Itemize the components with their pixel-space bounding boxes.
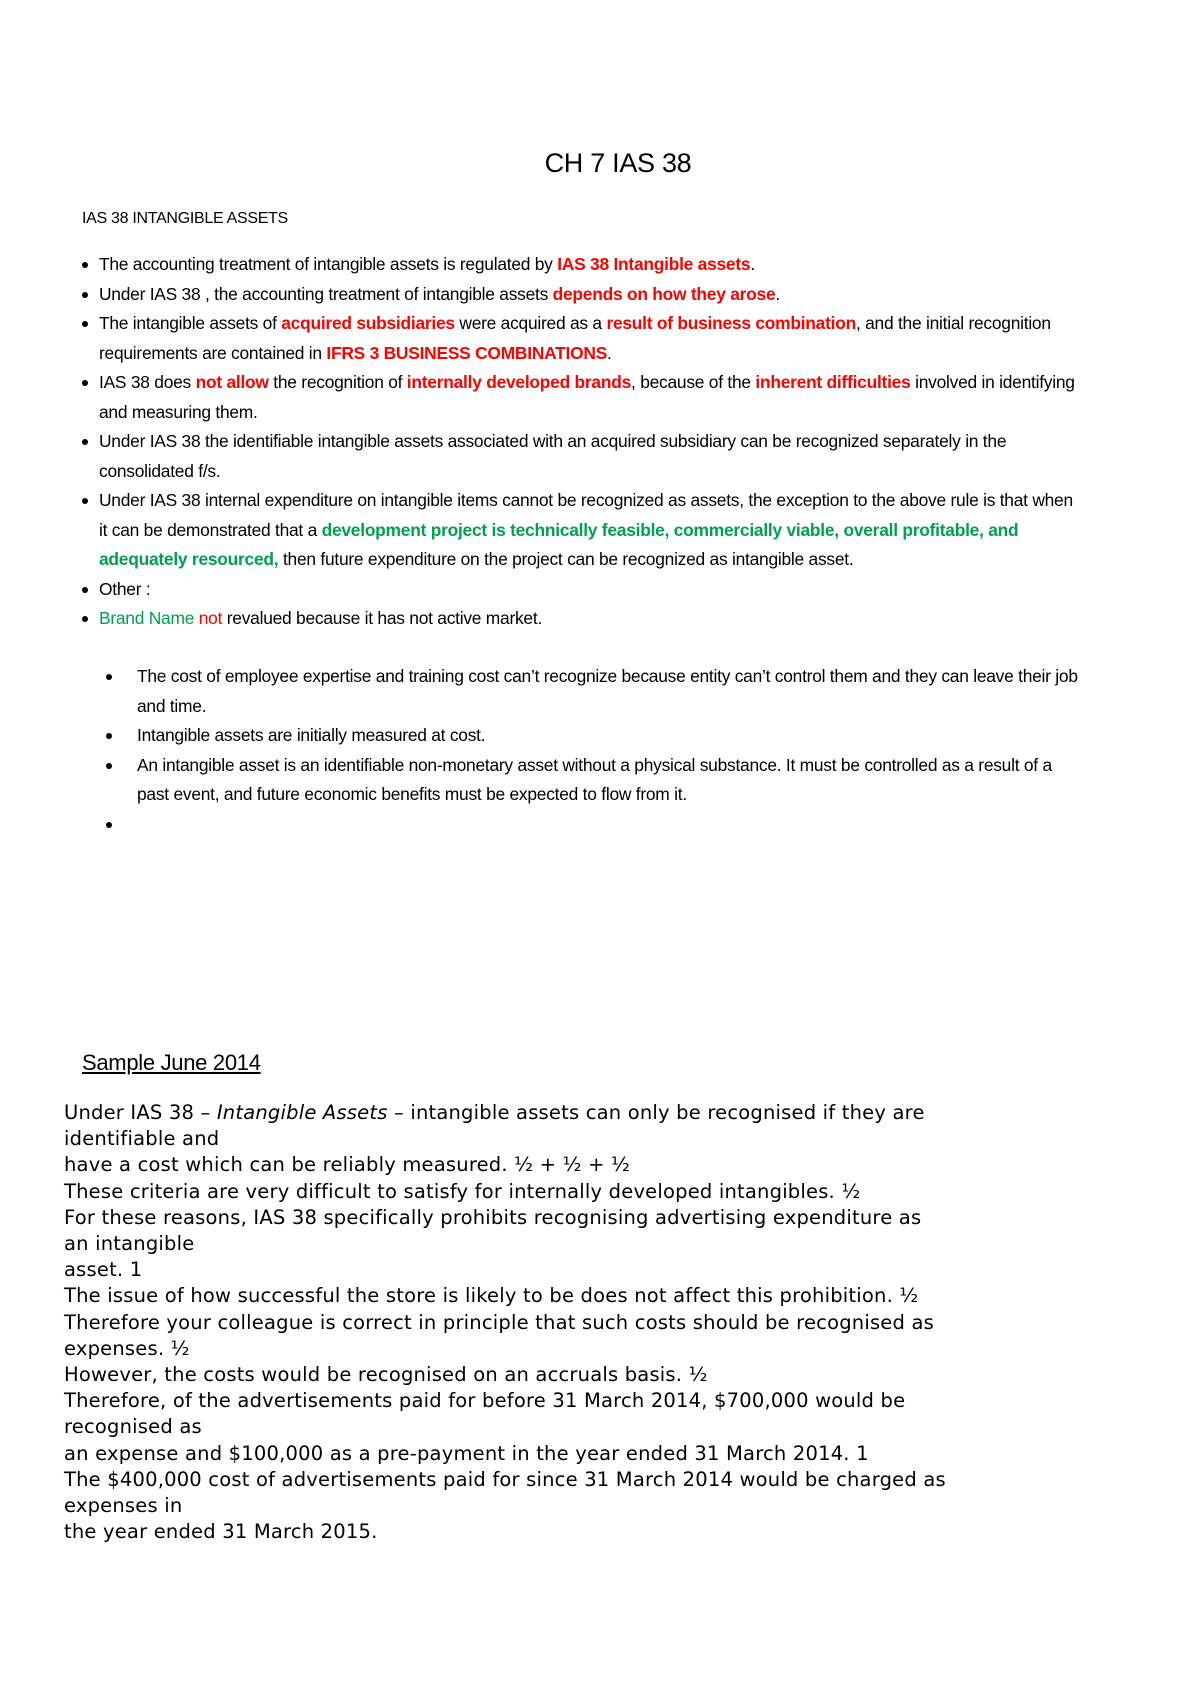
bullet-text <box>82 604 1082 634</box>
bullet-text-run: The intangible assets of <box>99 313 282 333</box>
sample-line <box>64 1362 1104 1388</box>
sample-line-run: Therefore, of the advertisements paid for before 31 March 2014, $700,000 would be <box>64 1389 906 1413</box>
bullet-item <box>82 604 1082 634</box>
sample-line-run: The issue of how successful the store is likely to be does not affect this prohibition. ½ <box>64 1284 919 1308</box>
sample-line-run: an intangible <box>64 1232 195 1256</box>
sample-line <box>64 1179 1104 1205</box>
bullet-text-run: Under IAS 38 , the accounting treatment of intangible assets <box>99 283 553 304</box>
sample-line-run: The $400,000 cost of advertisements paid for since 31 March 2014 would be charged as <box>64 1467 946 1491</box>
bullet-text-run: acquired subsidiaries <box>281 313 455 333</box>
bullet-dot-icon <box>82 292 88 298</box>
bullet-dot-icon <box>106 763 112 769</box>
sample-line-run: expenses in <box>64 1494 183 1518</box>
bullet-text-run: revalued because it has not active market. <box>222 608 543 628</box>
sample-line-run: Intangible Assets <box>216 1101 388 1124</box>
bullet-item <box>82 309 1082 368</box>
sample-line-run: asset. 1 <box>64 1258 143 1282</box>
bullet-text-run: Under IAS 38 the identifiable intangible assets associated with an acquired subsidiary can be recognized separately in the consolidated f/s. <box>99 431 1007 481</box>
sample-line-run: have a cost which can be reliably measured. ½ + ½ + ½ <box>64 1153 631 1177</box>
sample-line-run: recognised as <box>64 1415 202 1439</box>
bullet-text <box>82 486 1082 575</box>
bullet-text-run: then future expenditure on the project can be recognized as intangible asset. <box>278 549 854 569</box>
bullet-dot-icon <box>82 321 88 327</box>
bullet-dot-icon <box>106 733 112 739</box>
sample-line-run: For these reasons, IAS 38 specifically prohibits recognising advertising expenditure as <box>64 1205 922 1229</box>
bullet-item <box>82 427 1082 486</box>
sub-bullet-item <box>82 751 1082 810</box>
sample-line-run: These criteria are very difficult to satisfy for internally developed intangibles. ½ <box>64 1179 861 1203</box>
bullet-item <box>82 250 1082 280</box>
sample-line <box>64 1257 1104 1283</box>
sample-line <box>64 1152 1104 1178</box>
bullet-text <box>82 368 1082 427</box>
bullet-text <box>82 427 1082 486</box>
bullet-text-run: Brand Name <box>99 608 195 628</box>
sample-line-run: an expense and $100,000 as a pre-payment in the year ended 31 March 2014. 1 <box>64 1441 869 1465</box>
bullet-item <box>82 486 1082 575</box>
bullet-dot-icon <box>82 616 88 622</box>
bullet-text-run: depends on how they arose <box>552 283 776 304</box>
sample-line-run: However, the costs would be recognised on an accruals basis. ½ <box>64 1363 708 1387</box>
bullet-text-run: inherent difficulties <box>755 372 911 392</box>
sample-line-run: Under IAS 38 – <box>64 1101 217 1124</box>
sample-line <box>64 1126 1104 1152</box>
bullet-text-run: IAS 38 does <box>99 372 196 392</box>
sample-line-run: – intangible assets can only be recognised if they are <box>387 1101 925 1124</box>
bullet-text-run: . <box>750 254 755 274</box>
bullet-text <box>82 575 1082 605</box>
sample-line <box>64 1519 1104 1545</box>
sample-line-run: identifiable and <box>64 1127 220 1151</box>
sample-line <box>64 1441 1104 1467</box>
sample-line <box>64 1467 1104 1493</box>
sub-bullet-item <box>82 721 1082 751</box>
bullet-text <box>82 280 1082 310</box>
bullet-text <box>82 250 1082 280</box>
bullet-text-run: internally developed brands <box>406 372 632 392</box>
bullet-text-run: Under IAS 38 internal expenditure on intangible items cannot be recognized as assets, the exception to the above rule is that when it can be demonstrated that a <box>99 490 1073 540</box>
bullet-dot-icon <box>82 380 88 386</box>
sub-bullet-text: Intangible assets are initially measured at cost. <box>137 725 486 745</box>
bullet-item <box>82 575 1082 605</box>
bullet-text-run: result of business combination <box>606 313 856 333</box>
sample-line <box>64 1336 1104 1362</box>
bullet-text-run: , because of the <box>631 372 756 392</box>
bullet-text-run: IFRS 3 BUSINESS COMBINATIONS <box>326 342 608 363</box>
main-bullet-list <box>82 250 1082 634</box>
bullet-dot-icon <box>106 822 112 828</box>
sub-bullet-item <box>82 662 1082 721</box>
sample-line-run: expenses. ½ <box>64 1336 190 1360</box>
sample-line <box>64 1205 1104 1231</box>
bullet-text-run: development project is technically feasible, commercially viable, overall profitable, and adequately resourced, <box>99 519 1019 569</box>
bullet-dot-icon <box>82 498 88 504</box>
bullet-text-run: involved in identifying and measuring them. <box>99 372 1075 422</box>
sub-bullet-text: An intangible asset is an identifiable non-monetary asset without a physical substance. It must be controlled as a result of a past event, and future economic benefits must be expected to flow from it. <box>137 754 1052 804</box>
sub-bullet-list <box>82 662 1082 839</box>
bullet-dot-icon <box>106 674 112 680</box>
sample-line <box>64 1310 1104 1336</box>
bullet-item <box>82 280 1082 310</box>
section-subheading: IAS 38 INTANGIBLE ASSETS <box>82 210 288 227</box>
page-title: CH 7 IAS 38 <box>544 148 692 178</box>
sub-bullet-item <box>82 810 1082 840</box>
bullet-text-run: The accounting treatment of intangible assets is regulated by <box>99 254 558 274</box>
sample-answer-body <box>64 1100 1104 1545</box>
sample-line <box>64 1388 1104 1414</box>
bullet-text-run: . <box>775 283 780 304</box>
sample-line <box>64 1493 1104 1519</box>
bullet-item <box>82 368 1082 427</box>
bullet-text-run: not allow <box>195 372 269 392</box>
bullet-text-run: not <box>198 608 223 628</box>
bullet-text-run: the recognition of <box>268 372 407 392</box>
sample-line <box>64 1231 1104 1257</box>
sample-line-run: Therefore your colleague is correct in principle that such costs should be recognised as <box>64 1310 934 1334</box>
bullet-text-run: Other : <box>99 578 151 599</box>
bullet-dot-icon <box>82 439 88 445</box>
bullet-text-run: were acquired as a <box>454 313 607 333</box>
bullet-dot-icon <box>82 587 88 593</box>
bullet-text-run: , and the initial recognition requirements are contained in <box>99 313 1051 363</box>
sample-line <box>64 1414 1104 1440</box>
bullet-text-run: IAS 38 Intangible assets <box>557 254 751 274</box>
bullet-text-run: . <box>607 342 612 363</box>
sub-bullet-text: The cost of employee expertise and training cost can’t recognize because entity can’t control them and they can leave their job and time. <box>137 666 1078 716</box>
bullet-text <box>82 309 1082 368</box>
bullet-dot-icon <box>82 262 88 268</box>
sample-line-run: the year ended 31 March 2015. <box>64 1520 378 1544</box>
sample-heading: Sample June 2014 <box>82 1050 261 1075</box>
sample-line <box>64 1283 1104 1309</box>
sample-line <box>64 1100 1104 1126</box>
